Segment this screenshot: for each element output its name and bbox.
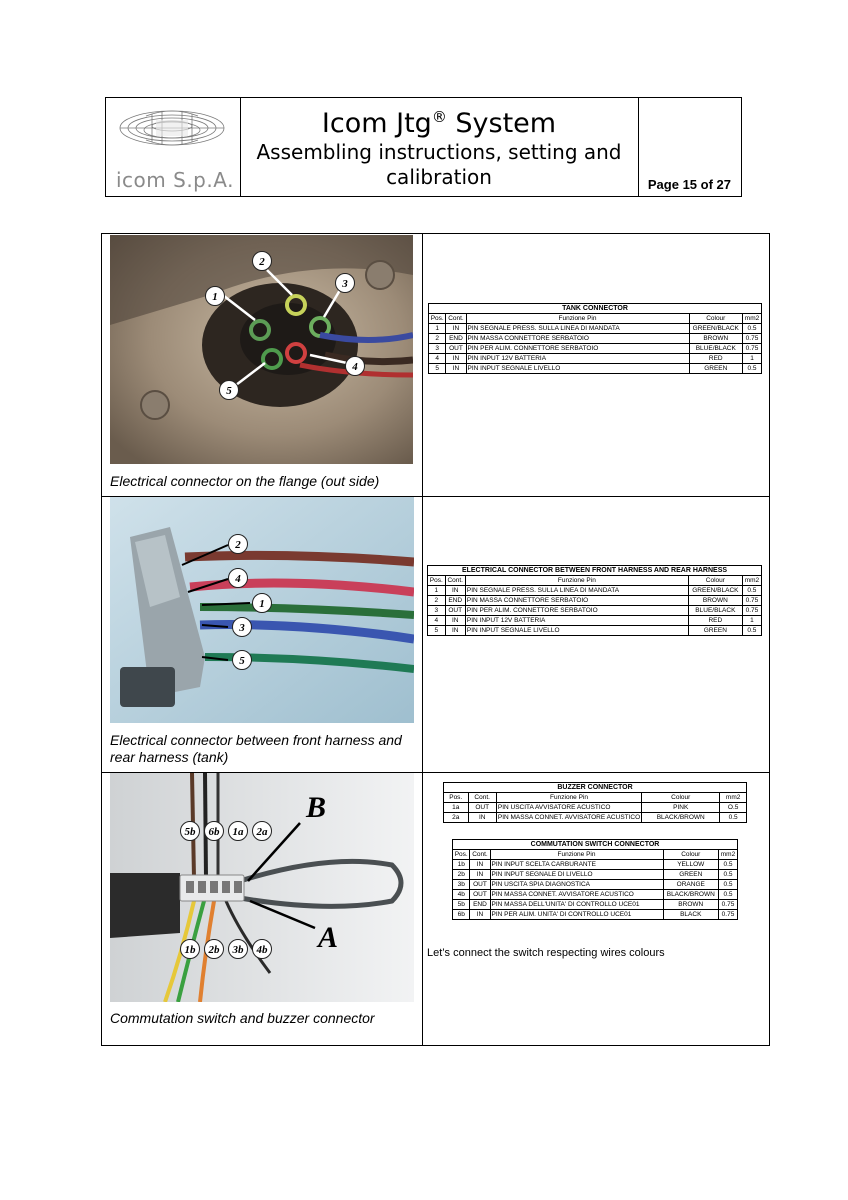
page-number: Page 15 of 27: [647, 177, 731, 192]
buzzer-connector-table: [443, 782, 747, 823]
page-header: [105, 97, 742, 197]
document-title: Icom Jtg® System: [321, 108, 557, 139]
table-row: 4b OUT PIN MASSA CONNET. AVVISATORE ACUSTICO BLACK/BROWN 0.5: [453, 890, 738, 900]
connector-marker: 3: [232, 617, 252, 637]
harness-connector-photo: [110, 497, 414, 723]
table-header-row: Pos. Cont. Funzione Pin Colour mm2: [428, 576, 762, 586]
table-title: TANK CONNECTOR: [429, 304, 762, 314]
connector-marker: 2: [228, 534, 248, 554]
table-title: ELECTRICAL CONNECTOR BETWEEN FRONT HARNESS AND REAR HARNESS: [428, 566, 762, 576]
commutation-switch-table: [452, 839, 738, 920]
connector-marker: 1: [252, 593, 272, 613]
table-title: BUZZER CONNECTOR: [444, 783, 747, 793]
table-row: 2b IN PIN INPUT SEGNALE DI LIVELLO GREEN 0.5: [453, 870, 738, 880]
table-row: 5b END PIN MASSA DELL'UNITA' DI CONTROLLO UCE01 BROWN 0.75: [453, 900, 738, 910]
connector-marker: 1: [205, 286, 225, 306]
table-row: 2 END PIN MASSA CONNETTORE SERBATOIO BROWN 0.75: [428, 596, 762, 606]
tank-connector-table: [428, 303, 762, 374]
table-row: 4 IN PIN INPUT 12V BATTERIA RED 1: [429, 354, 762, 364]
table-row: 3 OUT PIN PER ALIM. CONNETTORE SERBATOIO BLUE/BLACK 0.75: [428, 606, 762, 616]
table-row: 1b IN PIN INPUT SCELTA CARBURANTE YELLOW 0.5: [453, 860, 738, 870]
switch-marker: 5b: [180, 821, 200, 841]
photo-caption: Electrical connector between front harness and rear harness (tank): [110, 732, 402, 765]
table-row: 4 IN PIN INPUT 12V BATTERIA RED 1: [428, 616, 762, 626]
photo-caption: Electrical connector on the flange (out side): [110, 473, 380, 489]
switch-marker: 2a: [252, 821, 272, 841]
document-subtitle: Assembling instructions, setting and calibration: [256, 140, 622, 189]
table-header-row: Pos. Cont. Funzione Pin Colour mm2: [453, 850, 738, 860]
table-row: 5 IN PIN INPUT SEGNALE LIVELLO GREEN 0.5: [429, 364, 762, 374]
title-cell: [240, 98, 639, 196]
table-title: COMMUTATION SWITCH CONNECTOR: [453, 840, 738, 850]
switch-buzzer-photo: [110, 773, 414, 1002]
column-divider: [422, 234, 423, 1045]
table-row: 3b OUT PIN USCITA SPIA DIAGNOSTICA ORANGE 0.5: [453, 880, 738, 890]
table-row: 6b IN PIN PER ALIM. UNITA' DI CONTROLLO UCE01 BLACK 0.75: [453, 910, 738, 920]
logo-text: icom S.p.A.: [116, 168, 234, 192]
label-b: B: [306, 791, 327, 824]
switch-marker: 4b: [252, 939, 272, 959]
connector-marker: 5: [232, 650, 252, 670]
label-a: A: [318, 921, 339, 954]
switch-marker: 1a: [228, 821, 248, 841]
table-row: 2a IN PIN MASSA CONNET. AVVISATORE ACUSTICO BLACK/BROWN 0.5: [444, 813, 747, 823]
table-row: 2 END PIN MASSA CONNETTORE SERBATOIO BROWN 0.75: [429, 334, 762, 344]
photo-caption: Commutation switch and buzzer connector: [110, 1010, 375, 1026]
switch-marker: 1b: [180, 939, 200, 959]
icom-logo-icon: [106, 98, 240, 168]
logo-cell: [106, 98, 241, 196]
instruction-note: Let’s connect the switch respecting wires colours: [427, 947, 665, 959]
connector-marker: 3: [335, 273, 355, 293]
connector-marker: 5: [219, 380, 239, 400]
table-row: 5 IN PIN INPUT SEGNALE LIVELLO GREEN 0.5: [428, 626, 762, 636]
table-row: 1 IN PIN SEGNALE PRESS. SULLA LINEA DI MANDATA GREEN/BLACK 0.5: [428, 586, 762, 596]
switch-marker: 6b: [204, 821, 224, 841]
switch-marker: 3b: [228, 939, 248, 959]
table-row: 1a OUT PIN USCITA AVVISATORE ACUSTICO PINK O.5: [444, 803, 747, 813]
connector-marker: 4: [228, 568, 248, 588]
table-header-row: Pos. Cont. Funzione Pin Colour mm2: [444, 793, 747, 803]
table-header-row: Pos. Cont. Funzione Pin Colour mm2: [429, 314, 762, 324]
connector-marker: 4: [345, 356, 365, 376]
table-row: 3 OUT PIN PER ALIM. CONNETTORE SERBATOIO BLUE/BLACK 0.75: [429, 344, 762, 354]
flange-connector-photo: [110, 235, 413, 464]
connector-marker: 2: [252, 251, 272, 271]
harness-connector-table: [427, 565, 762, 636]
switch-marker: 2b: [204, 939, 224, 959]
table-row: 1 IN PIN SEGNALE PRESS. SULLA LINEA DI MANDATA GREEN/BLACK 0.5: [429, 324, 762, 334]
